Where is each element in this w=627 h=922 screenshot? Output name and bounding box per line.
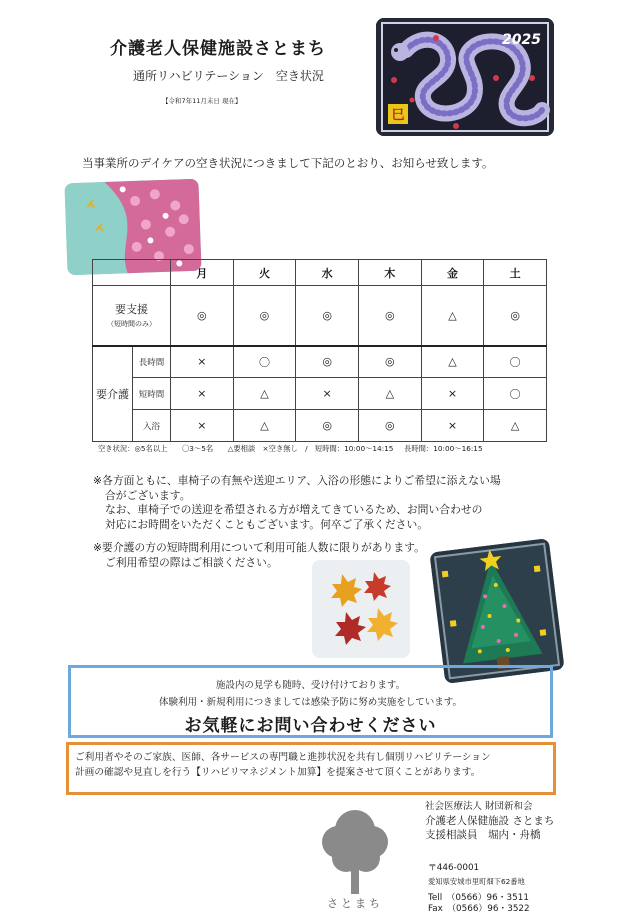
- day-header-fri: 金: [421, 260, 484, 286]
- note1-line-d: 対応にお時間をいただくこともございます。何卒ご了承ください。: [105, 517, 429, 531]
- note1-line-b: 合がございます。: [105, 488, 191, 502]
- yoshien-label: 要支援: [115, 303, 148, 317]
- status-cell: ◎: [171, 286, 234, 346]
- snake-tile-text: 巳: [391, 108, 405, 123]
- note1-line-a: ※各方面ともに、車椅子の有無や送迎エリア、入浴の形態によりご希望に添えない場: [93, 474, 501, 487]
- status-cell: ◎: [358, 286, 421, 346]
- day-header-sat: 土: [484, 260, 547, 286]
- tour-notice: 施設内の見学も随時、受け付けております。: [215, 680, 406, 691]
- status-cell: 〇: [233, 346, 296, 378]
- note1-line-c: なお、車椅子での送迎を希望される方が増えてきているため、お問い合わせの: [105, 503, 483, 516]
- phone-block: [428, 893, 530, 915]
- organization-info: [425, 800, 554, 842]
- row-label-bath: 入浴: [133, 410, 171, 442]
- autumn-leaves-photo: [312, 560, 410, 658]
- row-label-long: 長時間: [133, 346, 171, 378]
- note-wheelchair: [93, 474, 548, 532]
- page-title: 介護老人保健施設さとまち: [110, 39, 326, 59]
- org-name: 社会医療法人 財団新和会: [425, 801, 533, 812]
- status-cell: 〇: [484, 378, 547, 410]
- fax-number: Fax （0566）96・3522: [428, 904, 530, 914]
- status-cell: △: [233, 410, 296, 442]
- availability-table: [92, 259, 547, 442]
- status-cell: ×: [171, 346, 234, 378]
- status-cell: ◎: [296, 286, 359, 346]
- day-header-wed: 水: [296, 260, 359, 286]
- day-header-mon: 月: [171, 260, 234, 286]
- legend: 空き状況：◎5名以上 〇3～5名 △要相談 ×空き無し / 短時間：10:00～14:15 長時間：10:00～16:15: [98, 444, 483, 453]
- status-cell: △: [233, 378, 296, 410]
- status-cell: △: [421, 286, 484, 346]
- christmas-tree-photo: [429, 538, 564, 684]
- status-cell: ×: [171, 378, 234, 410]
- status-cell: ◎: [358, 346, 421, 378]
- table-row-yoshien: [93, 286, 547, 346]
- yokaigo-label: 要介護: [93, 346, 133, 442]
- status-cell: △: [421, 346, 484, 378]
- tel-number: Tell （0566）96・3511: [428, 893, 529, 903]
- note2-line-b: ご利用希望の際はご相談ください。: [105, 555, 278, 569]
- status-cell: ◎: [358, 410, 421, 442]
- management-line-2: 計画の確認や見直しを行う【リハビリマネジメント加算】を提案させて頂くことがあります。: [75, 767, 481, 778]
- as-of-date: 【令和7年11月末日 現在】: [162, 97, 242, 105]
- row-label-yoshien: [93, 286, 171, 346]
- status-cell: ◎: [484, 286, 547, 346]
- staff-names: 支援相談員 堀内・舟橋: [425, 829, 541, 841]
- trial-notice: 体験利用・新規利用につきましては感染予防に努め実施をしています。: [158, 697, 463, 708]
- yoshien-sublabel: （短時間のみ）: [107, 320, 156, 329]
- status-cell: 〇: [484, 346, 547, 378]
- status-cell: ×: [421, 410, 484, 442]
- status-cell: ×: [171, 410, 234, 442]
- snake-year-text: 2025: [502, 32, 541, 48]
- facility-name: 介護老人保健施設 さとまち: [425, 815, 555, 827]
- table-row-short: [93, 378, 547, 410]
- table-row-bath: [93, 410, 547, 442]
- status-cell: ◎: [296, 410, 359, 442]
- intro-text: 当事業所のデイケアの空き状況につきまして下記のとおり、お知らせ致します。: [82, 156, 494, 170]
- note2-line-a: ※要介護の方の短時間利用について利用可能人数に限りがあります。: [93, 541, 425, 554]
- street-address: 愛知県安城市里町畑下62番地: [428, 877, 525, 886]
- snake-artwork-photo: [376, 18, 554, 136]
- status-cell: ×: [296, 378, 359, 410]
- table-row-long: [93, 346, 547, 378]
- management-line-1: ご利用者やそのご家族、医師、各サービスの専門職と進捗状況を共有し個別リハビリテーション: [75, 752, 491, 763]
- day-header-thu: 木: [358, 260, 421, 286]
- inquiry-cta: お気軽にお問い合わせください: [184, 716, 437, 736]
- status-cell: △: [358, 378, 421, 410]
- day-header-tue: 火: [233, 260, 296, 286]
- row-label-short: 短時間: [133, 378, 171, 410]
- page-subtitle: 通所リハビリテーション 空き状況: [133, 69, 324, 83]
- address-block: [428, 862, 525, 888]
- status-cell: ◎: [296, 346, 359, 378]
- logo-text: さとまち: [327, 897, 383, 910]
- contact-box: [68, 665, 553, 738]
- status-cell: ×: [421, 378, 484, 410]
- status-cell: △: [484, 410, 547, 442]
- status-cell: ◎: [233, 286, 296, 346]
- table-corner-cell: [93, 260, 171, 286]
- rehab-management-box: [66, 742, 556, 795]
- postal-code: 〒446-0001: [428, 863, 480, 873]
